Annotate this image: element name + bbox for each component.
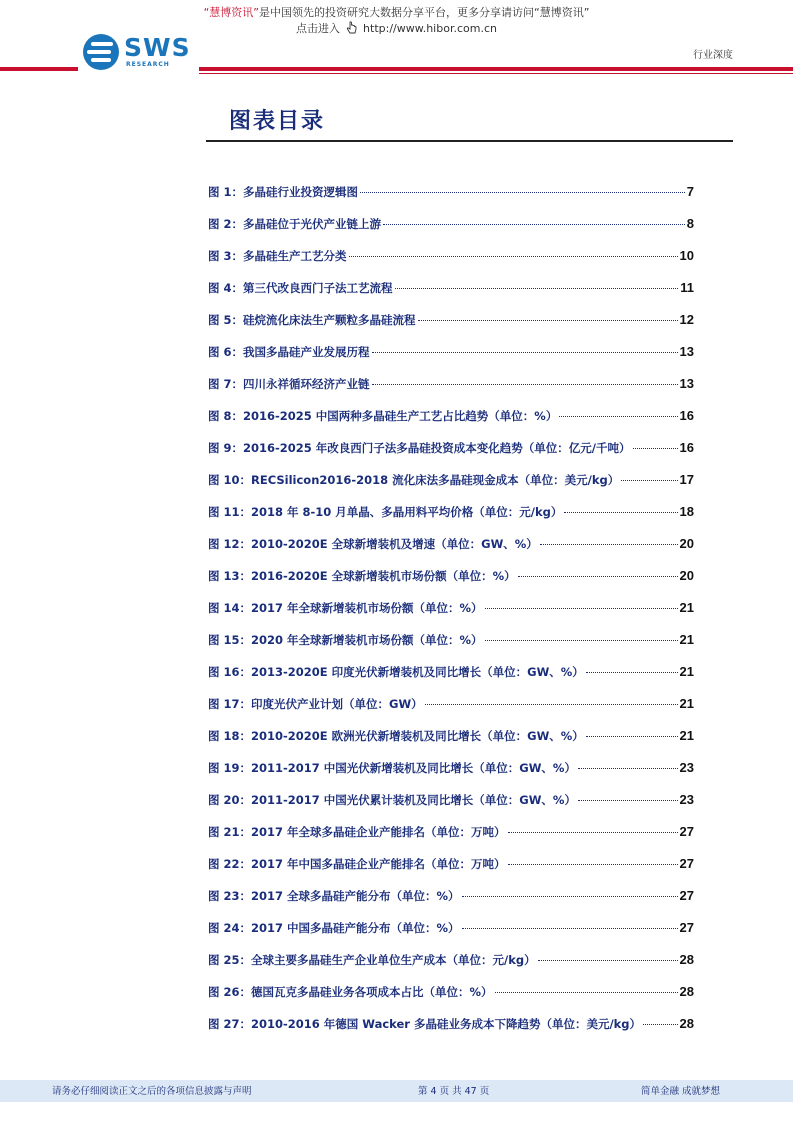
toc-leader-dots [564,512,677,513]
toc-entry-label: 图 15：2020 年全球新增装机市场份额（单位：%） [208,633,483,647]
report-category: 行业深度 [693,50,733,61]
toc-entry-page: 20 [679,568,694,583]
toc-entry-page: 10 [679,248,694,263]
toc-entry-page: 20 [679,536,694,551]
footer-slogan: 简单金融 成就梦想 [641,1086,721,1097]
toc-entry-page: 11 [680,280,694,295]
footer-page-info: 第 4 页 共 47 页 [418,1086,490,1097]
toc-leader-dots [643,1024,677,1025]
toc-leader-dots [395,288,679,289]
toc-entry-page: 27 [679,920,694,935]
toc-entry-label: 图 16：2013-2020E 印度光伏新增装机及同比增长（单位：GW、%） [208,665,584,679]
toc-entry-label: 图 6：我国多晶硅产业发展历程 [208,345,370,359]
toc-entry[interactable] [208,568,694,600]
toc-entry[interactable] [208,376,694,408]
page-title: 图表目录 [229,108,326,134]
toc-entry-page: 16 [679,440,694,455]
toc-entry-page: 21 [679,600,694,615]
toc-leader-dots [349,256,678,257]
hand-cursor-icon [346,21,358,35]
toc-entry-label: 图 25：全球主要多晶硅生产企业单位生产成本（单位：元/kg） [208,953,536,967]
promo-banner [0,4,793,21]
toc-entry[interactable] [208,760,694,792]
toc-entry-page: 7 [686,184,694,199]
footer-disclaimer: 请务必仔细阅读正文之后的各项信息披露与声明 [52,1086,252,1097]
toc-entry[interactable] [208,408,694,440]
logo-wordmark: SWS [124,33,191,62]
toc-leader-dots [418,320,678,321]
toc-leader-dots [372,352,678,353]
toc-entry[interactable] [208,216,694,248]
toc-leader-dots [621,480,677,481]
toc-entry-label: 图 1：多晶硅行业投资逻辑图 [208,185,359,199]
toc-leader-dots [462,896,678,897]
toc-entry[interactable] [208,920,694,952]
toc-leader-dots [425,704,678,705]
toc-entry-page: 21 [679,696,694,711]
promo-enter-label: 点击进入 [296,22,341,35]
toc-entry-label: 图 27：2010-2016 年德国 Wacker 多晶硅业务成本下降趋势（单位：美元/kg） [208,1017,642,1031]
toc-entry-page: 21 [679,632,694,647]
toc-entry[interactable] [208,952,694,984]
toc-leader-dots [540,544,678,545]
toc-entry-page: 21 [679,664,694,679]
toc-leader-dots [538,960,678,961]
toc-entry-page: 8 [686,216,694,231]
toc-leader-dots [578,800,678,801]
toc-entry-label: 图 26：德国瓦克多晶硅业务各项成本占比（单位：%） [208,985,493,999]
toc-entry-page: 27 [679,856,694,871]
toc-entry-label: 图 24：2017 中国多晶硅产能分布（单位：%） [208,921,460,935]
toc-entry[interactable] [208,312,694,344]
toc-entry-page: 13 [679,376,694,391]
toc-leader-dots [372,384,678,385]
toc-leader-dots [360,192,685,193]
toc-entry-label: 图 13：2016-2020E 全球新增装机市场份额（单位：%） [208,569,516,583]
toc-entry-page: 16 [679,408,694,423]
toc-entry-label: 图 22：2017 年中国多晶硅企业产能排名（单位：万吨） [208,857,506,871]
toc-entry-label: 图 8：2016-2025 中国两种多晶硅生产工艺占比趋势（单位：%） [208,409,558,423]
toc-entry-label: 图 5：硅烷流化床法生产颗粒多晶硅流程 [208,313,416,327]
toc-entry[interactable] [208,632,694,664]
toc-entry-label: 图 4：第三代改良西门子法工艺流程 [208,281,393,295]
toc-entry-page: 27 [679,888,694,903]
toc-entry[interactable] [208,856,694,888]
toc-entry[interactable] [208,664,694,696]
toc-entry-label: 图 17：印度光伏产业计划（单位：GW） [208,697,423,711]
toc-entry-label: 图 11：2018 年 8-10 月单晶、多晶用料平均价格（单位：元/kg） [208,505,563,519]
toc-entry-page: 23 [679,792,694,807]
toc-leader-dots [586,672,678,673]
toc-leader-dots [485,608,678,609]
toc-leader-dots [485,640,678,641]
toc-entry[interactable] [208,440,694,472]
toc-entry-label: 图 7：四川永祥循环经济产业链 [208,377,370,391]
toc-entry-page: 28 [679,952,694,967]
toc-leader-dots [633,448,678,449]
toc-entry-page: 18 [679,504,694,519]
toc-entry-page: 28 [679,984,694,999]
toc-entry[interactable] [208,184,694,216]
toc-entry-label: 图 10：RECSilicon2016-2018 流化床法多晶硅现金成本（单位：美元/kg） [208,473,620,487]
sws-logo-icon [83,34,119,70]
toc-leader-dots [586,736,678,737]
header-rule-right [199,67,793,71]
toc-entry-label: 图 12：2010-2020E 全球新增装机及增速（单位：GW、%） [208,537,538,551]
toc-entry-label: 图 2：多晶硅位于光伏产业链上游 [208,217,382,231]
toc-entry[interactable] [208,344,694,376]
promo-text: 是中国领先的投资研究大数据分享平台，更多分享请访问“慧博资讯” [259,6,590,19]
toc-leader-dots [495,992,678,993]
toc-entry-label: 图 9：2016-2025 年改良西门子法多晶硅投资成本变化趋势（单位：亿元/千吨） [208,441,631,455]
toc-entry[interactable] [208,696,694,728]
toc-leader-dots [462,928,678,929]
toc-entry-page: 23 [679,760,694,775]
toc-entry-page: 27 [679,824,694,839]
toc-entry[interactable] [208,280,694,312]
toc-leader-dots [559,416,677,417]
toc-entry-label: 图 3：多晶硅生产工艺分类 [208,249,347,263]
toc-entry-page: 28 [679,1016,694,1031]
toc-entry-page: 13 [679,344,694,359]
toc-entry[interactable] [208,984,694,1016]
header-rule-thin [199,73,793,74]
toc-entry-page: 17 [679,472,694,487]
hibor-link[interactable]: http://www.hibor.com.cn [363,22,497,35]
toc-entry[interactable] [208,600,694,632]
header-rule-left [0,67,78,71]
toc-entry[interactable] [208,888,694,920]
logo-subtitle: RESEARCH [126,61,170,68]
toc-entry[interactable] [208,1016,694,1048]
toc-entry-label: 图 18：2010-2020E 欧洲光伏新增装机及同比增长（单位：GW、%） [208,729,584,743]
toc-entry[interactable] [208,536,694,568]
toc-leader-dots [578,768,678,769]
toc-entry[interactable] [208,728,694,760]
toc-entry[interactable] [208,824,694,856]
toc-entry-label: 图 23：2017 全球多晶硅产能分布（单位：%） [208,889,460,903]
toc-entry[interactable] [208,472,694,504]
promo-brand: “慧博资讯” [203,6,259,19]
title-divider [206,140,733,142]
toc-entry-label: 图 21：2017 年全球多晶硅企业产能排名（单位：万吨） [208,825,506,839]
toc-entry-label: 图 20：2011-2017 中国光伏累计装机及同比增长（单位：GW、%） [208,793,576,807]
toc-entry[interactable] [208,792,694,824]
toc-leader-dots [508,832,678,833]
toc-leader-dots [508,864,678,865]
toc-entry-label: 图 14：2017 年全球新增装机市场份额（单位：%） [208,601,483,615]
toc-entry-page: 12 [679,312,694,327]
toc-entry-label: 图 19：2011-2017 中国光伏新增装机及同比增长（单位：GW、%） [208,761,576,775]
toc-entry[interactable] [208,248,694,280]
figure-list [208,184,694,1048]
toc-leader-dots [383,224,685,225]
toc-entry-page: 21 [679,728,694,743]
toc-leader-dots [518,576,678,577]
sws-logo [83,34,193,70]
toc-entry[interactable] [208,504,694,536]
